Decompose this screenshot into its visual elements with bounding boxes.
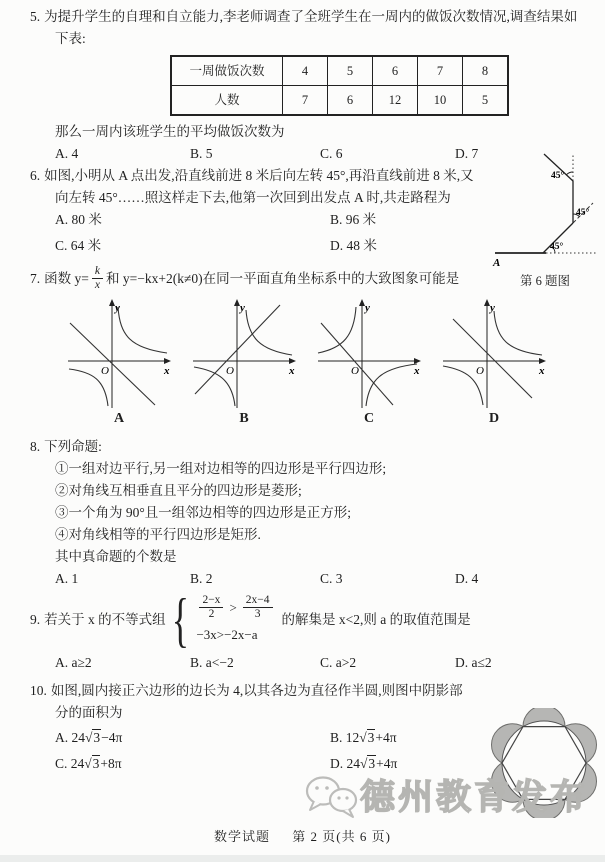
q5-option-c: C. 6 [320, 146, 343, 161]
origin-label: O [101, 365, 109, 377]
q7-number: 7. [30, 270, 41, 286]
table-cell: 8 [463, 56, 509, 86]
fraction-right [243, 594, 273, 621]
fraction-numerator: k [92, 265, 103, 279]
q6-path-diagram [489, 149, 601, 273]
question-5 [30, 0, 587, 165]
watermark [302, 772, 588, 824]
q5-option-d: D. 7 [455, 146, 479, 161]
line-negative-slope [453, 319, 532, 398]
q5-number: 5. [30, 9, 41, 24]
graph-c-plot [315, 298, 423, 410]
y-axis-label: y [365, 302, 370, 314]
point-a-label: A [493, 257, 501, 269]
q6-option-b: B. 96 米 [330, 212, 377, 227]
option-pre: C. 24√ [55, 756, 92, 771]
q9-stem-pre: 若关于 x 的不等式组 [44, 612, 166, 627]
q5-frequency-table [170, 55, 509, 116]
question-8 [30, 436, 587, 590]
q7-stem-pre: 函数 y= [44, 270, 89, 286]
graph-d-plot [440, 298, 548, 410]
graph-d-label: D [488, 411, 500, 426]
q9-option-c: C. a>2 [320, 655, 357, 670]
q8-option-b: B. 2 [190, 571, 213, 586]
q10-option-c [55, 753, 330, 775]
q8-option-a: A. 1 [55, 571, 79, 586]
table-cell: 5 [463, 86, 509, 116]
table-cell: 5 [328, 56, 373, 86]
q10-stem-text: 如图,圆内接正六边形的边长为 4,以其各边为直径作半圆,则图中阴影部分的面积为 [50, 683, 463, 720]
x-axis-label: x [164, 365, 170, 377]
fraction-numerator: 2−x [199, 594, 223, 608]
angle-label: 45° [576, 208, 590, 218]
q8-option-c: C. 3 [320, 571, 343, 586]
option-post: +8π [100, 756, 122, 771]
table-row-people [171, 86, 508, 116]
table-cell: 4 [283, 56, 328, 86]
x-axis-arrow [539, 358, 546, 364]
q10-option-a [55, 727, 330, 749]
watermark-text: 德州教育发布 [360, 778, 589, 817]
graph-a-label: A [113, 411, 125, 426]
graph-a-plot [65, 298, 173, 410]
graph-c-label: C [363, 411, 375, 426]
table-cell: 7 [283, 86, 328, 116]
table-cell: 6 [373, 56, 418, 86]
system-brace: { [171, 587, 189, 653]
q9-option-d: D. a≤2 [455, 655, 492, 670]
comparison-sign: > [229, 599, 237, 615]
scan-edge-shadow [0, 855, 605, 862]
hyperbola-branch-q1 [494, 311, 542, 355]
footer-doc-label: 数学试题 [214, 829, 271, 844]
option-radicand: 3 [93, 730, 101, 745]
fraction-k-over-x [92, 265, 103, 292]
page-footer [0, 826, 605, 848]
graph-b-plot [190, 298, 298, 410]
table-cell: 7 [418, 56, 463, 86]
q5-option-b: B. 5 [190, 146, 213, 161]
q6-stem-text: 如图,小明从 A 点出发,沿直线前进 8 米后向左转 45°,再沿直线前进 8 米,又向左转 45°……照这样走下去,他第一次回到出发点 A 时,共走路程为 [44, 168, 474, 205]
table-row-label: 人数 [171, 86, 283, 116]
q5-option-a: A. 4 [55, 146, 79, 161]
y-axis-label: y [115, 302, 120, 314]
graph-b-label: B [239, 411, 249, 426]
bubble-eye [337, 796, 340, 799]
option-post: −4π [101, 730, 123, 745]
hyperbola-branch-q4 [366, 364, 417, 406]
option-pre: D. 24√ [330, 756, 368, 771]
q7-stem-post: 和 y=−kx+2(k≠0)在同一平面直角坐标系中的大致图象可能是 [105, 270, 460, 286]
q8-number: 8. [30, 439, 41, 454]
q6-number: 6. [30, 168, 41, 183]
fraction-denominator: x [94, 279, 100, 291]
q7-graph-choices [65, 298, 587, 428]
q6-stem [30, 165, 475, 209]
option-pre: B. 12√ [330, 730, 367, 745]
q9-option-b: B. a<−2 [190, 655, 234, 670]
q8-item-4: ④对角线相等的平行四边形是矩形. [55, 527, 261, 542]
option-post: +4π [376, 756, 398, 771]
bubble-eye [315, 786, 319, 790]
angle-label: 45° [550, 242, 564, 252]
angle-label: 45° [551, 171, 565, 181]
q8-item-2: ②对角线互相垂直且平分的四边形是菱形; [55, 483, 302, 498]
q8-options [55, 568, 587, 590]
q5-stem2: 那么一周内该班学生的平均做饭次数为 [55, 124, 285, 139]
q6-option-a: A. 80 米 [55, 212, 102, 227]
q10-stem [30, 680, 475, 724]
q9-stem-post: 的解集是 x<2,则 a 的取值范围是 [281, 612, 471, 627]
table-header-label: 一周做饭次数 [171, 56, 283, 86]
q8-option-d: D. 4 [455, 571, 479, 586]
option-radicand: 3 [92, 756, 100, 771]
inequality-1 [196, 594, 275, 621]
option-radicand: 3 [367, 730, 375, 745]
q9-stem [30, 587, 605, 653]
q8-stem-text: 下列命题: [44, 439, 102, 454]
x-axis-label: x [414, 365, 420, 377]
origin-label: O [226, 365, 234, 377]
origin-label: O [476, 365, 484, 377]
q6-option-c: C. 64 米 [55, 238, 102, 253]
x-axis-label: x [539, 365, 545, 377]
fraction-denominator: 2 [208, 608, 215, 620]
option-radicand: 3 [368, 756, 376, 771]
y-axis-label: y [490, 302, 495, 314]
fraction-denominator: 3 [254, 608, 261, 620]
hyperbola-branch-q1 [118, 307, 167, 353]
footer-page-number: 第 2 页(共 6 页) [292, 829, 391, 844]
q8-stem [30, 436, 587, 458]
origin-label: O [351, 365, 359, 377]
q10-options [55, 727, 475, 775]
fraction-numerator: 2x−4 [243, 594, 273, 608]
graph-choice-d [440, 298, 548, 428]
bubble-eye [325, 786, 329, 790]
q10-option-b [330, 727, 475, 749]
q6-figure-caption: 第 6 题图 [519, 274, 570, 288]
q6-options [55, 209, 475, 257]
q6-option-d: D. 48 米 [330, 238, 377, 253]
option-pre: A. 24√ [55, 730, 93, 745]
q10-number: 10. [30, 683, 47, 698]
fraction-left [199, 594, 223, 621]
table-cell: 10 [418, 86, 463, 116]
y-axis-label: y [240, 302, 245, 314]
x-axis-label: x [289, 365, 295, 377]
q5-stem-text: 为提升学生的自理和自立能力,李老师调查了全班学生在一周内的做饭次数情况,调查结果如下表: [44, 9, 578, 46]
q9-option-a: A. a≥2 [55, 655, 92, 670]
q8-item-1: ①一组对边平行,另一组对边相等的四边形是平行四边形; [55, 461, 387, 476]
x-axis-arrow [289, 358, 296, 364]
q9-options [55, 652, 605, 674]
question-7 [30, 265, 587, 428]
q5-stem [30, 6, 587, 50]
q9-number: 9. [30, 612, 41, 627]
inequality-2: −3x>−2x−a [196, 627, 258, 642]
question-9 [0, 587, 605, 674]
speech-bubble-small [330, 789, 356, 811]
x-axis-arrow [414, 358, 421, 364]
q8-item-3: ③一个角为 90°且一组邻边相等的四边形是正方形; [55, 505, 352, 520]
wechat-icon [302, 772, 360, 824]
graph-choice-b [190, 298, 298, 428]
q6-figure [489, 149, 601, 289]
bubble-eye [345, 796, 348, 799]
graph-choice-a [65, 298, 173, 428]
inequality-system [196, 594, 275, 646]
hyperbola-branch-q2 [318, 307, 356, 353]
option-post: +4π [375, 730, 397, 745]
table-cell: 12 [373, 86, 418, 116]
graph-choice-c [315, 298, 423, 428]
x-axis-arrow [164, 358, 171, 364]
q8-stem2: 其中真命题的个数是 [55, 549, 177, 564]
angle-arc [567, 172, 573, 175]
table-cell: 6 [328, 86, 373, 116]
table-row-times [171, 56, 508, 86]
line-negative-slope [321, 323, 393, 405]
